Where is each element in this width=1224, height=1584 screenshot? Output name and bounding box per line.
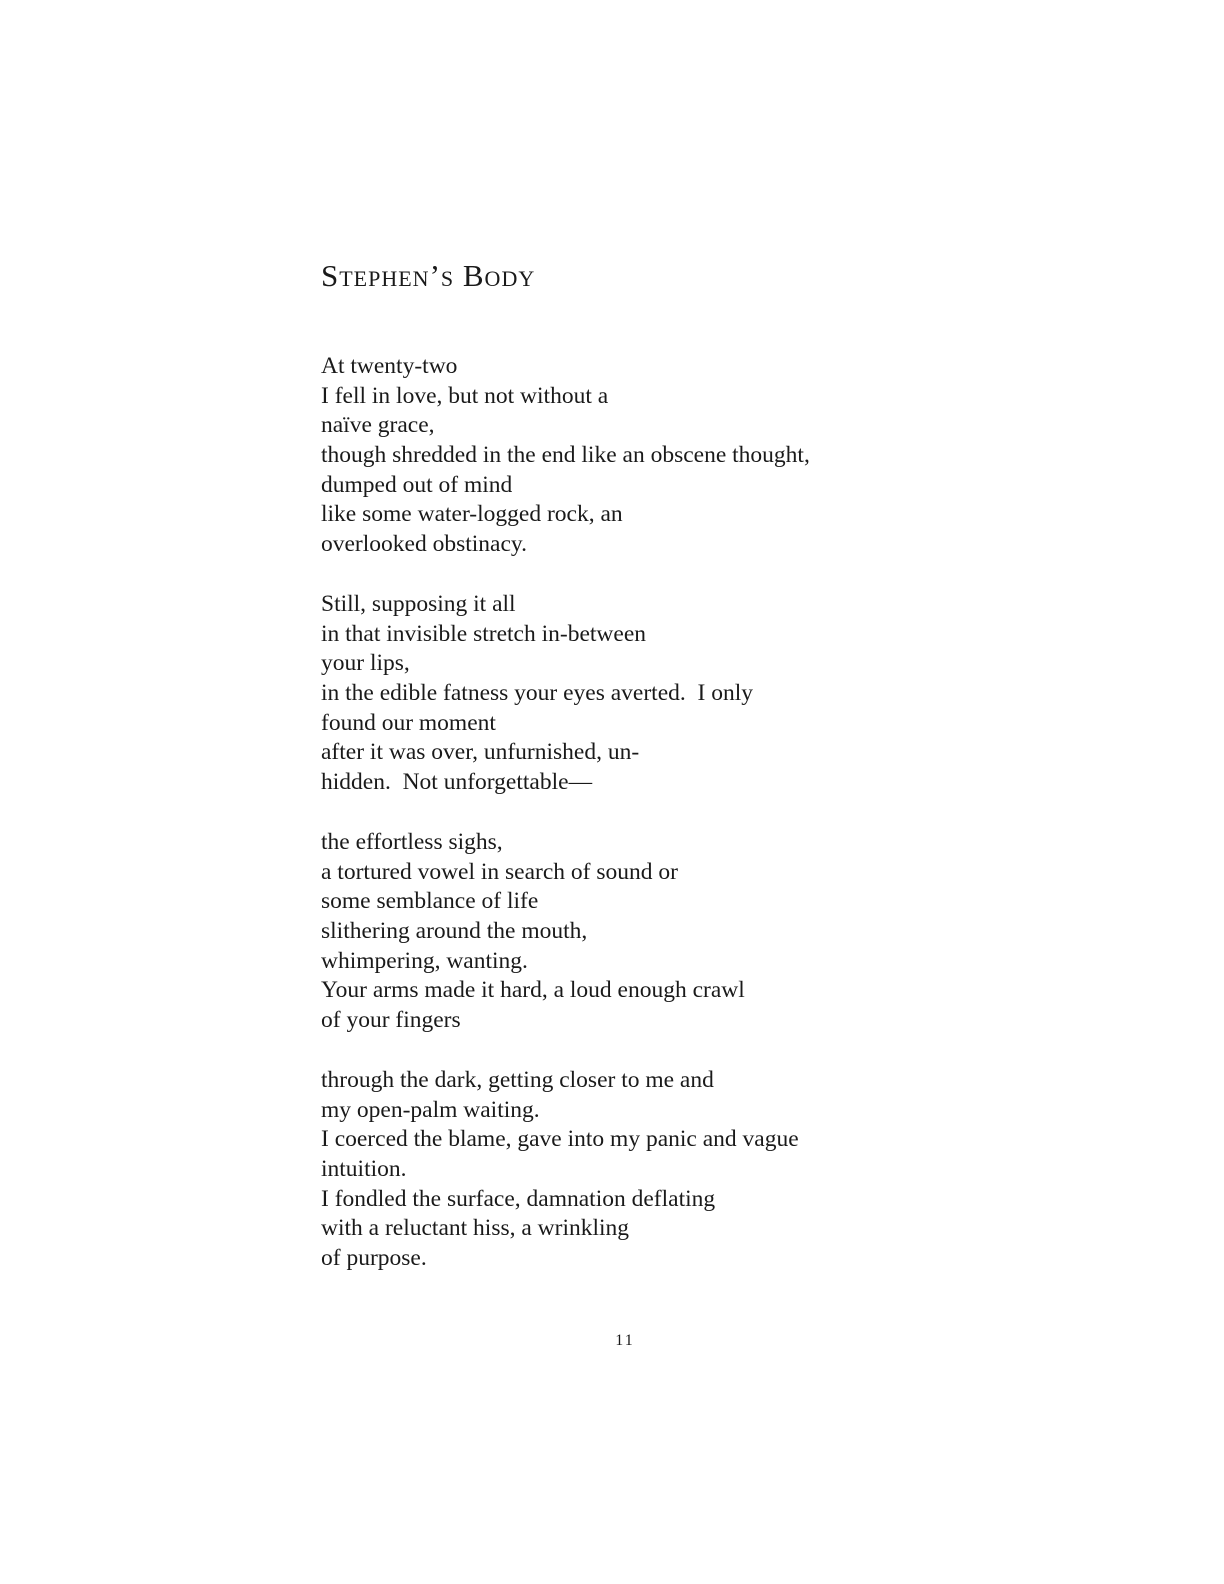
poem-line: some semblance of life [321,888,539,915]
page-number: 11 [615,1332,635,1349]
poem-line: of purpose. [321,1245,427,1272]
poem-title: Stephen’s Body [321,258,536,293]
poem-line: Your arms made it hard, a loud enough crawl [321,977,745,1004]
poem-line: a tortured vowel in search of sound or [321,858,678,885]
poem-line: your lips, [321,650,410,677]
poem-line: of your fingers [321,1007,461,1034]
poem-line: the effortless sighs, [321,829,503,855]
poem-line: though shredded in the end like an obscene thought, [321,442,810,469]
stanza-1 [321,352,810,560]
poem-line: overlooked obstinacy. [321,531,528,558]
stanza-4 [321,1066,799,1274]
poem-line: dumped out of mind [321,471,513,498]
poem-line: slithering around the mouth, [321,918,588,945]
poem-line: Still, supposing it all [321,591,516,617]
poem-line: like some water-logged rock, an [321,501,623,528]
poem-line: I coerced the blame, gave into my panic and vague [321,1126,799,1153]
poem-line: At twenty-two [321,353,458,379]
poem-line: with a reluctant hiss, a wrinkling [321,1215,630,1242]
poem-line: whimpering, wanting. [321,947,528,974]
poem-line: I fell in love, but not without a [321,382,609,409]
poem-line: naïve grace, [321,412,435,439]
poem-line: intuition. [321,1156,407,1183]
poem-line: after it was over, unfurnished, un- [321,739,640,766]
poem-line: through the dark, getting closer to me and [321,1067,714,1093]
poem-line: I fondled the surface, damnation deflating [321,1185,716,1212]
poem-line: in the edible fatness your eyes averted. I only [321,680,753,707]
stanza-3 [321,828,745,1036]
poem-line: found our moment [321,709,496,736]
poem-line: hidden. Not unforgettable— [321,769,593,796]
stanza-2 [321,590,753,798]
poem-line: in that invisible stretch in-between [321,620,646,647]
poem-line: my open-palm waiting. [321,1096,540,1123]
